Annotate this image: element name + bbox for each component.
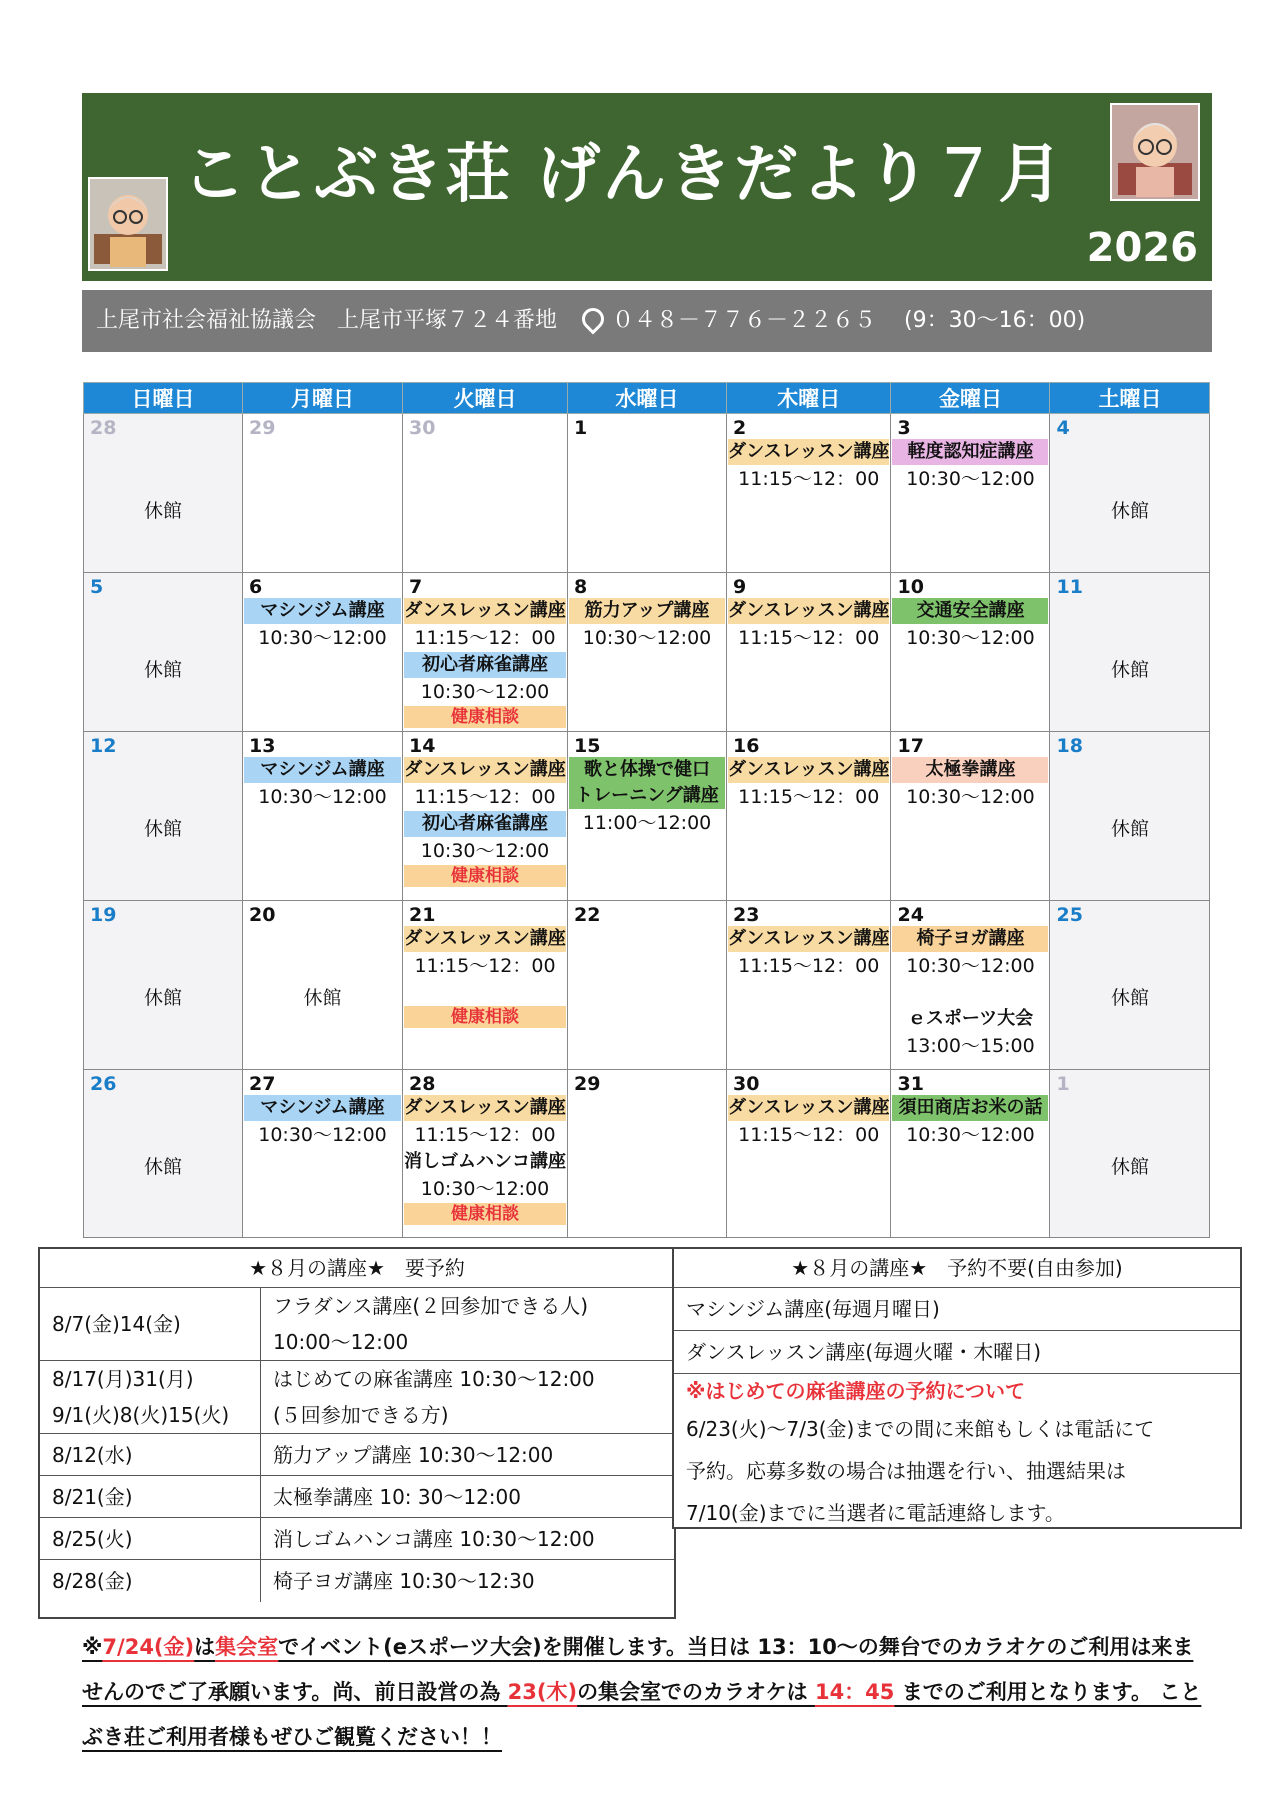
event-name: ダンスレッスン講座 [728,926,889,952]
calendar-day-cell [891,414,1050,573]
event-time: 10:30～12:00 [258,786,387,808]
closed-label: 休館 [1110,659,1149,681]
event-time: 13:00～15:00 [906,1035,1035,1057]
calendar-day-cell [1050,732,1210,901]
calendar-week [84,1070,1210,1238]
page-title: ことぶき荘 げんきだより７月 [182,138,1065,212]
calendar-day-cell [403,573,568,732]
calendar-week [84,732,1210,901]
closed-label: 休館 [303,987,342,1009]
calendar-day-cell [891,1070,1050,1238]
event-name: 初心者麻雀講座 [404,652,566,678]
august-reserved-table [40,1288,674,1602]
calendar-day-cell [243,1070,403,1238]
calendar-day-cell [243,573,403,732]
course-date: 8/25(火) [40,1518,261,1560]
day-number: 21 [409,904,436,926]
calendar-day-cell [84,732,243,901]
event-name: ダンスレッスン講座 [728,439,889,465]
event-name: 消しゴムハンコ講座 [404,1151,566,1172]
course-detail: フラダンス講座(２回参加できる人) 10:00～12:00 [273,1294,589,1354]
august-reserved-box [38,1247,676,1619]
mahjong-reservation-note [674,1373,1240,1534]
closed-label: 休館 [1110,987,1149,1009]
weekday-header [84,383,1210,414]
day-number: 19 [90,904,117,926]
day-number: 31 [897,1073,924,1095]
day-number: 8 [574,576,588,598]
event-name: 椅子ヨガ講座 [892,926,1048,952]
event-name: 筋力アップ講座 [569,598,725,624]
closed-label: 休館 [1110,1156,1149,1178]
reserved-course-row [40,1560,674,1602]
event-time: 10:30～12:00 [258,1124,387,1146]
calendar-day-cell [1050,573,1210,732]
event-time: 11:15～12：00 [414,1124,556,1146]
health-consultation-label: 健康相談 [404,706,566,728]
course-detail: 椅子ヨガ講座 10:30～12:30 [261,1560,675,1602]
calendar-day-cell [568,1070,727,1238]
weekday-label: 木曜日 [727,383,891,414]
event-time: 11:00～12:00 [582,812,712,834]
closed-label: 休館 [1110,500,1149,522]
august-free-heading: ★８月の講座★ 予約不要(自由参加) [674,1249,1240,1288]
calendar-day-cell [84,1070,243,1238]
notice-setup-date: 23(木) [507,1680,578,1704]
calendar-week [84,901,1210,1070]
phone-icon [577,303,608,334]
calendar-day-cell [1050,1070,1210,1238]
day-number: 14 [409,735,436,757]
event-name: ｅスポーツ大会 [907,1008,1034,1029]
reserved-course-row [40,1518,674,1560]
closed-label: 休館 [143,1156,182,1178]
health-consultation-label: 健康相談 [404,1203,566,1225]
weekday-label: 月曜日 [243,383,403,414]
event-name: 軽度認知症講座 [892,439,1048,465]
event-time: 10:30～12:00 [258,627,387,649]
event-time: 11:15～12：00 [414,627,556,649]
event-time: 10:30～12:00 [420,1178,550,1200]
day-number: 22 [574,904,601,926]
free-course-item: マシンジム講座(毎週月曜日) [686,1297,940,1321]
calendar-day-cell [84,901,243,1070]
day-number: 27 [249,1073,276,1095]
event-name: ダンスレッスン講座 [404,1095,566,1121]
notice-room: 集会室 [215,1635,279,1659]
calendar-day-cell [1050,901,1210,1070]
event-time: 11:15～12：00 [414,786,556,808]
day-number: 10 [897,576,924,598]
spacer [891,980,1049,1006]
day-number: 9 [733,576,747,598]
closed-label: 休館 [143,987,182,1009]
course-date: 8/21(金) [40,1476,261,1518]
calendar-day-cell [1050,414,1210,573]
calendar-week [84,414,1210,573]
calendar-day-cell [891,901,1050,1070]
day-number: 13 [249,735,276,757]
event-name: マシンジム講座 [244,757,401,783]
event-notice [82,1625,1212,1760]
day-number: 20 [249,904,276,926]
weekday-label: 金曜日 [891,383,1050,414]
day-number: 1 [574,417,588,439]
phone-number: ０４８－７７６－２２６５ [612,308,877,333]
august-free-box [672,1247,1242,1529]
spacer [403,980,567,1006]
event-time: 11:15～12：00 [738,786,880,808]
calendar-day-cell [727,901,891,1070]
weekday-label: 火曜日 [403,383,568,414]
calendar-day-cell [568,573,727,732]
calendar-day-cell [403,901,568,1070]
course-detail: 筋力アップ講座 10:30～12:00 [261,1434,675,1476]
event-name: ダンスレッスン講座 [728,598,889,624]
calendar-day-cell [568,732,727,901]
course-detail: 消しゴムハンコ講座 10:30～12:00 [261,1518,675,1560]
day-number: 12 [90,735,117,757]
event-name: ダンスレッスン講座 [404,757,566,783]
event-time: 10:30～12:00 [906,955,1035,977]
day-number: 23 [733,904,760,926]
calendar-day-cell [727,573,891,732]
day-number: 28 [90,417,117,439]
event-name: ダンスレッスン講座 [404,598,566,624]
closed-label: 休館 [143,659,182,681]
event-name: 太極拳講座 [892,757,1048,783]
notice-time: 14：45 [814,1680,895,1704]
day-number: 5 [90,576,104,598]
calendar-day-cell [891,732,1050,901]
header-banner [82,93,1212,281]
day-number: 24 [897,904,924,926]
day-number: 30 [409,417,436,439]
calendar-day-cell [891,573,1050,732]
day-number: 17 [897,735,924,757]
day-number: 15 [574,735,601,757]
calendar-day-cell [84,573,243,732]
calendar-day-cell [727,732,891,901]
calendar-day-cell [568,901,727,1070]
event-name: 須田商店お米の話 [892,1095,1048,1121]
calendar-day-cell [727,1070,891,1238]
org-name: 上尾市社会福祉協議会 [96,308,317,333]
day-number: 29 [574,1073,601,1095]
event-time: 11:15～12：00 [738,627,880,649]
day-number: 2 [733,417,747,439]
course-detail: はじめての麻雀講座 10:30～12:00 (５回参加できる方) [261,1361,675,1434]
day-number: 30 [733,1073,760,1095]
mahjong-note-line: 6/23(火)～7/3(金)までの間に来館もしくは電話にて [686,1417,1155,1441]
notice-text: は [194,1635,216,1659]
event-name: 交通安全講座 [892,598,1048,624]
address-bar [82,290,1212,352]
event-time: 11:15～12：00 [738,1124,880,1146]
mahjong-note-title: ※はじめての麻雀講座の予約について [686,1379,1026,1403]
grandfather-avatar-icon [88,177,168,271]
event-time: 10:30～12:00 [906,786,1035,808]
event-time: 11:15～12：00 [414,955,556,977]
calendar-day-cell [84,414,243,573]
day-number: 4 [1056,417,1070,439]
year: 2026 [1086,225,1198,271]
day-number: 25 [1056,904,1083,926]
calendar-day-cell [403,732,568,901]
mahjong-note-line: 7/10(金)までに当選者に電話連絡します。 [686,1501,1065,1525]
closed-label: 休館 [143,500,182,522]
course-date: 8/28(金) [40,1560,261,1602]
calendar-day-cell [568,414,727,573]
august-reserved-heading: ★８月の講座★ 要予約 [40,1249,674,1288]
day-number: 1 [1056,1073,1070,1095]
event-name: マシンジム講座 [244,1095,401,1121]
course-detail: 太極拳講座 10: 30～12:00 [261,1476,675,1518]
event-name: ダンスレッスン講座 [728,1095,889,1121]
day-number: 29 [249,417,276,439]
notice-date: 7/24(金) [102,1635,195,1659]
event-name: 初心者麻雀講座 [404,811,566,837]
day-number: 11 [1056,576,1083,598]
notice-text: でイベント(eスポーツ大会)を開催します。当日は 13：10～の舞台でのカラオケのご利用は来ませんのでご了承願います。尚、前日設営の為 [82,1635,1194,1704]
day-number: 26 [90,1073,117,1095]
weekday-label: 水曜日 [568,383,727,414]
calendar-day-cell [243,732,403,901]
opening-hours: (9：30～16：00) [904,308,1086,333]
health-consultation-label: 健康相談 [404,1006,566,1028]
event-time: 10:30～12:00 [906,627,1035,649]
event-time: 10:30～12:00 [420,681,550,703]
event-name: 歌と体操で健口 トレーニング講座 [569,757,725,809]
event-name: マシンジム講座 [244,598,401,624]
closed-label: 休館 [1110,818,1149,840]
course-date: 8/12(水) [40,1434,261,1476]
day-number: 7 [409,576,423,598]
day-number: 6 [249,576,263,598]
free-course-item: ダンスレッスン講座(毎週火曜・木曜日) [674,1330,1240,1373]
day-number: 28 [409,1073,436,1095]
event-time: 10:30～12:00 [906,468,1035,490]
health-consultation-label: 健康相談 [404,865,566,887]
weekday-label: 土曜日 [1050,383,1210,414]
course-date: 8/7(金)14(金) [40,1288,261,1361]
notice-text: までのご利用となります。 ことぶき荘ご利用者様もぜひご観覧ください！！ [82,1680,1202,1749]
notice-text: ※ [82,1635,103,1659]
mahjong-note-line: 予約。応募多数の場合は抽選を行い、抽選結果は [686,1459,1126,1483]
day-number: 3 [897,417,911,439]
reserved-course-row [40,1288,674,1361]
address: 上尾市平塚７２４番地 [337,308,558,333]
event-time: 10:30～12:00 [420,840,550,862]
reserved-course-row [40,1476,674,1518]
weekday-label: 日曜日 [84,383,243,414]
event-time: 10:30～12:00 [906,1124,1035,1146]
reserved-course-row [40,1434,674,1476]
grandmother-avatar-icon [1110,103,1200,201]
reserved-course-row [40,1361,674,1434]
event-time: 11:15～12：00 [738,468,880,490]
day-number: 18 [1056,735,1083,757]
calendar-day-cell [243,414,403,573]
course-date: 8/17(月)31(月) 9/1(火)8(火)15(火) [40,1361,261,1434]
event-time: 10:30～12:00 [582,627,712,649]
day-number: 16 [733,735,760,757]
calendar-day-cell [403,414,568,573]
calendar-day-cell [403,1070,568,1238]
closed-label: 休館 [143,818,182,840]
notice-text: の集会室でのカラオケは [577,1680,815,1704]
event-time: 11:15～12：00 [738,955,880,977]
event-name: ダンスレッスン講座 [404,926,566,952]
calendar-day-cell [727,414,891,573]
calendar [83,382,1210,1238]
calendar-day-cell [243,901,403,1070]
calendar-week [84,573,1210,732]
event-name: ダンスレッスン講座 [728,757,889,783]
